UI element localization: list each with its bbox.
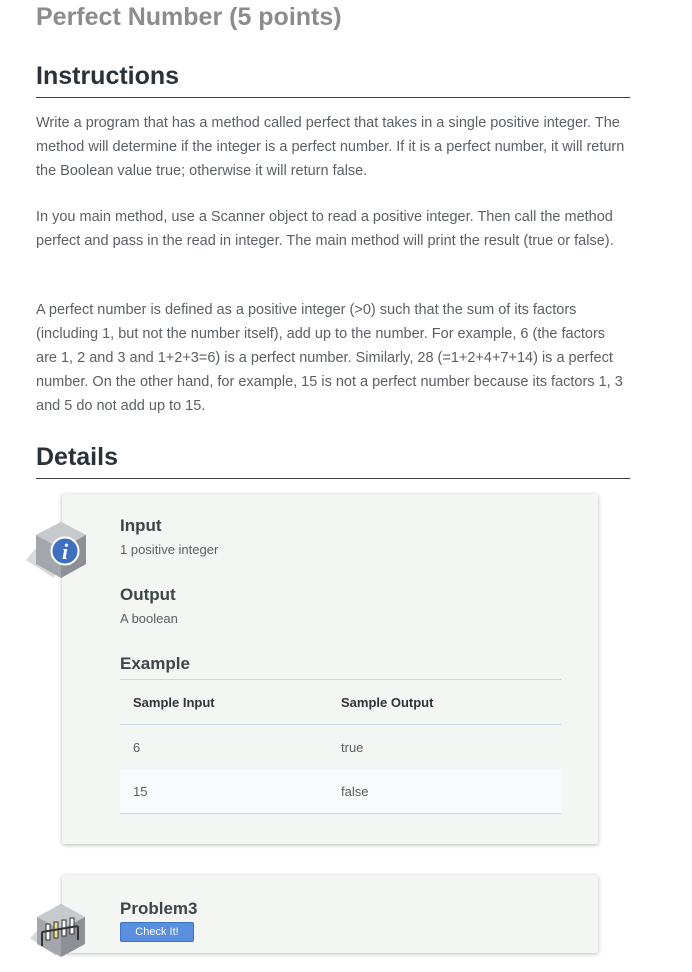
column-header-sample-output: Sample Output (328, 680, 561, 725)
instructions-paragraph-1: Write a program that has a method called perfect that takes in a single positive integer. The method will determine if the integer is a perfect number. If it is a perfect number, it will return the Boolean value true; otherwise it will return false. (36, 115, 625, 179)
problem-card (62, 875, 598, 953)
input-label: Input (120, 516, 162, 535)
example-table (120, 679, 561, 814)
details-card (62, 494, 598, 844)
test-rack-icon (28, 898, 90, 960)
output-value: A boolean (120, 611, 178, 626)
details-heading: Details (36, 443, 118, 471)
instructions-paragraph-3: A perfect number is defined as a positive integer (>0) such that the sum of its factors (including 1, but not the number itself), add up to the number. For example, 6 (the factors are 1, 2 and 3 and 1+2+3=6) is a perfect number. Similarly, 28 (=1+2+4+7+14) is a perfect number. On the other hand, for example, 15 is not a perfect number because its factors 1, 3 and 5 do not add up to 15. (36, 302, 623, 414)
sample-input-cell: 15 (120, 769, 328, 814)
page-title: Perfect Number (5 points) (36, 3, 342, 31)
table-row (120, 725, 561, 770)
instructions-divider (36, 97, 630, 98)
check-it-button[interactable]: Check It! (120, 922, 194, 942)
example-label: Example (120, 654, 190, 673)
column-header-sample-input: Sample Input (120, 680, 328, 725)
sample-input-cell: 6 (133, 739, 141, 755)
instructions-paragraph-2: In you main method, use a Scanner object to read a positive integer. Then call the method perfect and pass in the read in integer. The main method will print the result (true or false). (36, 209, 614, 249)
svg-text:i: i (61, 539, 69, 564)
sample-output-cell: false (328, 769, 561, 814)
table-header-row (120, 680, 561, 725)
table-row (120, 769, 561, 814)
sample-output-cell: true (341, 739, 364, 755)
info-icon (24, 518, 92, 584)
output-label: Output (120, 585, 176, 604)
instructions-heading: Instructions (36, 62, 180, 90)
details-divider (36, 478, 630, 479)
input-value: 1 positive integer (120, 542, 219, 557)
problem-title: Problem3 (120, 899, 198, 918)
